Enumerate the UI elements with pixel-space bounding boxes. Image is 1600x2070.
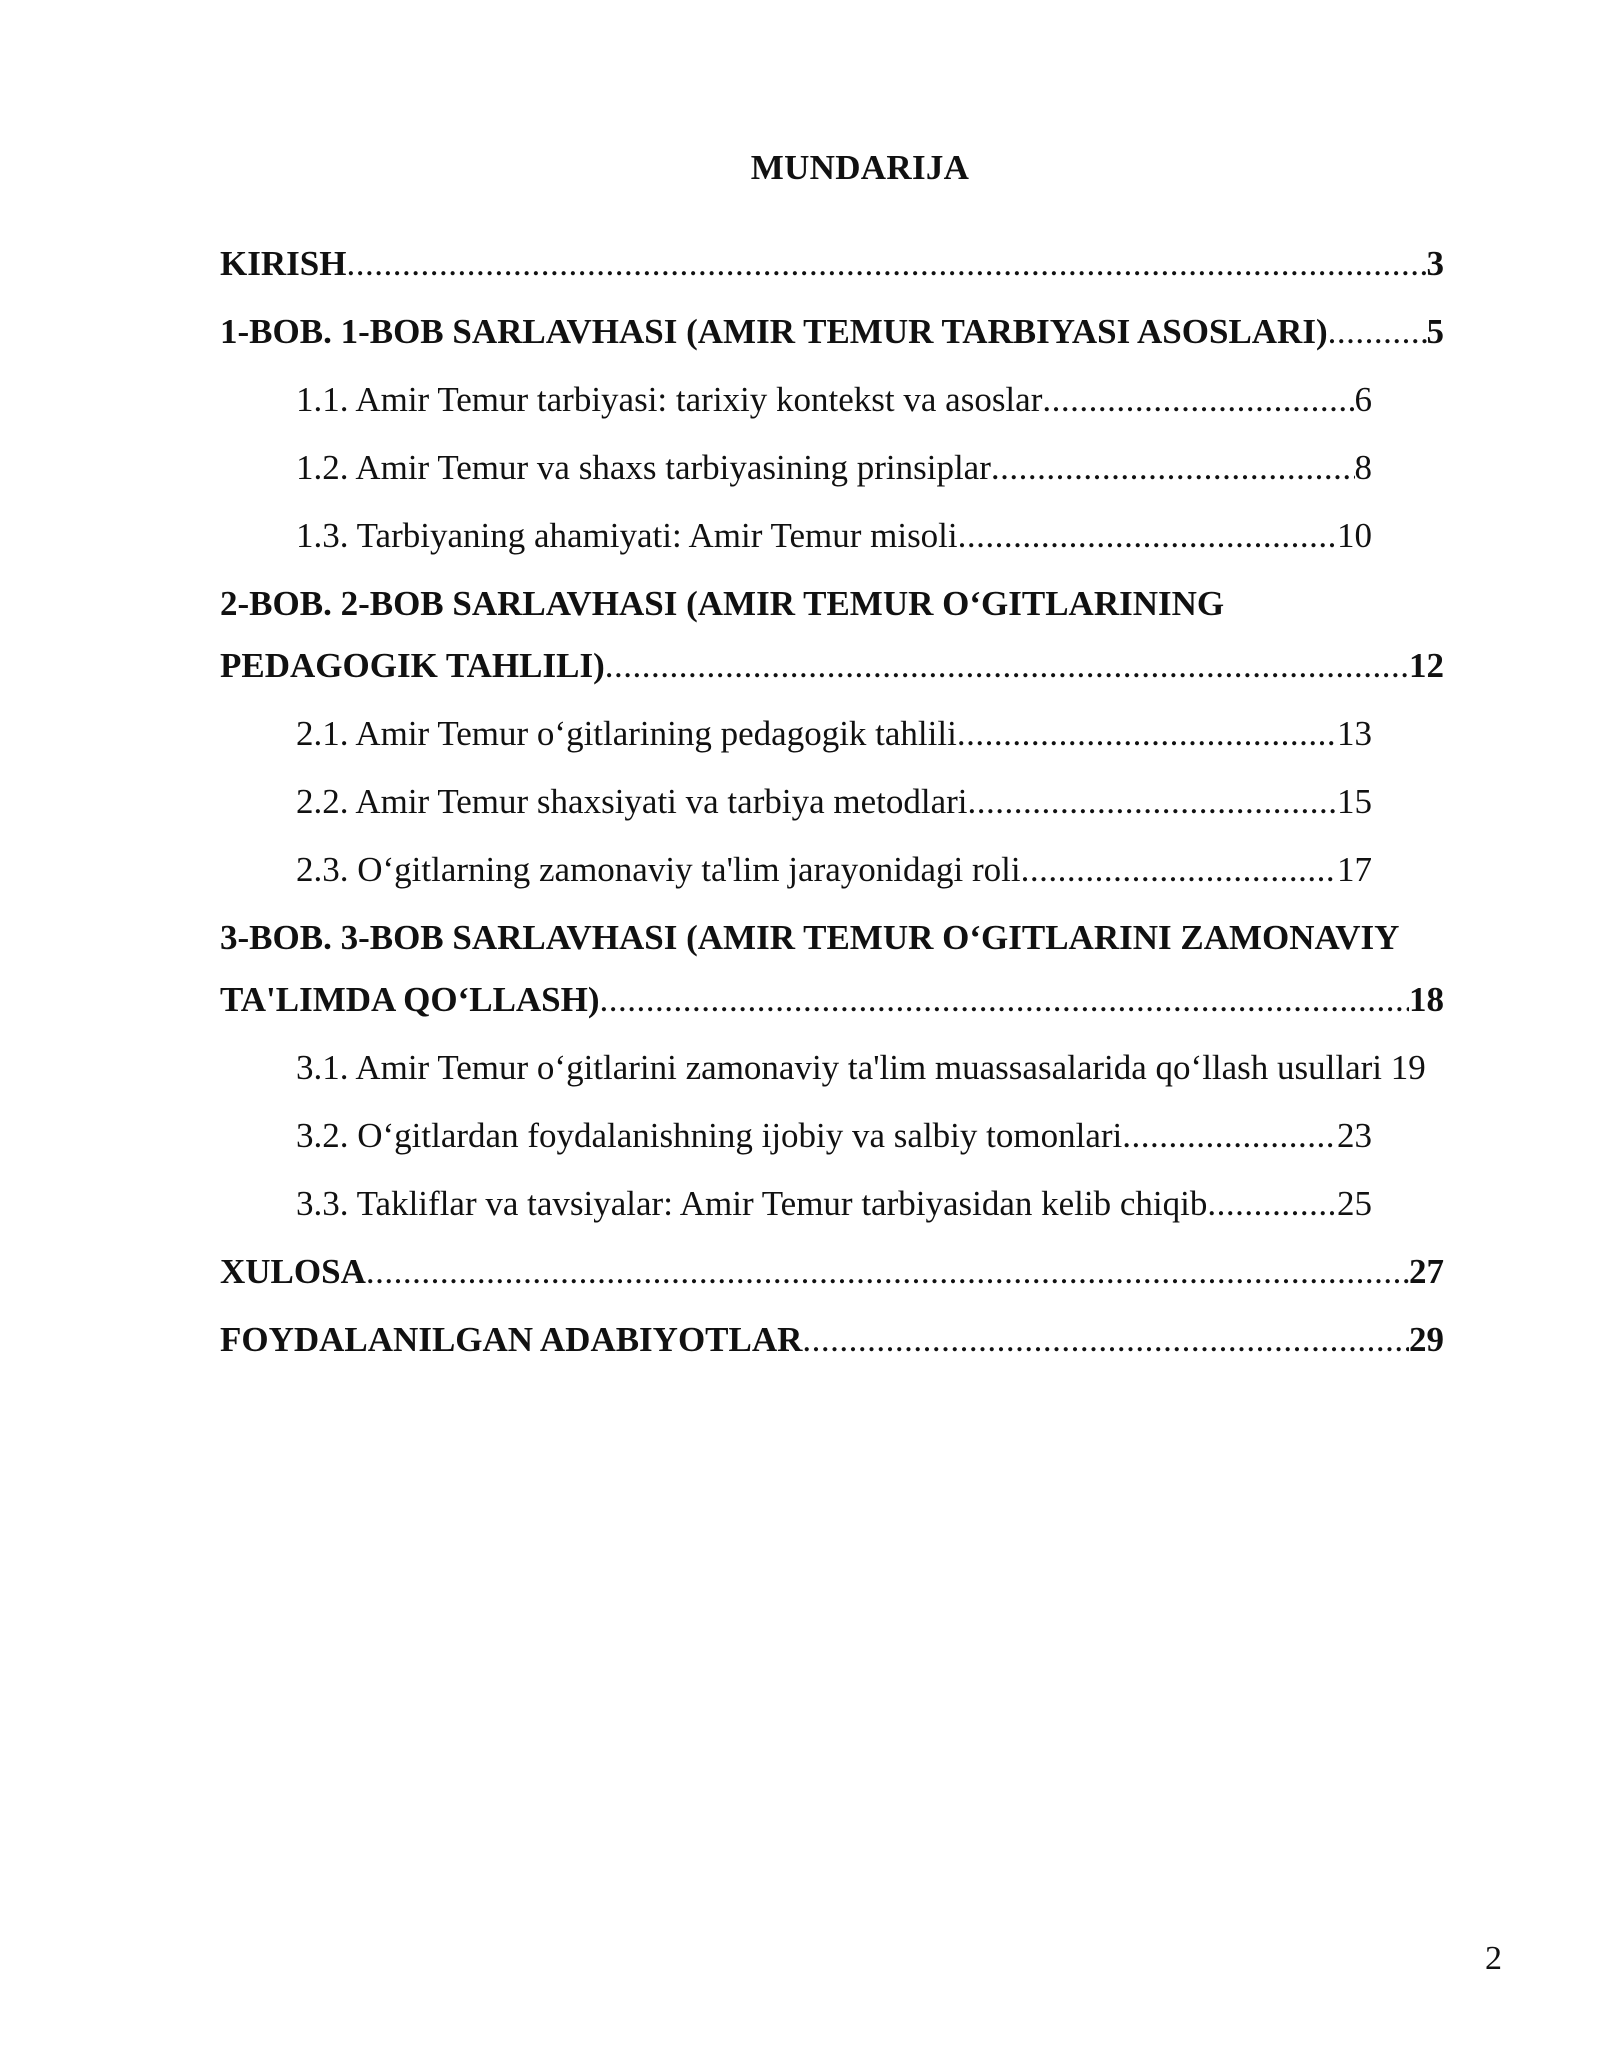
toc-entry-section-3-3[interactable] <box>296 1182 1372 1226</box>
toc-entry-title: 2.2. Amir Temur shaxsiyati va tarbiya metodlari <box>296 782 968 821</box>
toc-entry-title: 3-BOB. 3-BOB SARLAVHASI (AMIR TEMUR O‘GITLARINI ZAMONAVIY <box>220 918 1400 957</box>
toc-entry-chapter-1[interactable] <box>220 310 1444 354</box>
toc-entry-section-1-2[interactable] <box>296 446 1372 490</box>
toc-entry-title-continuation: TA'LIMDA QO‘LLASH) <box>220 980 600 1019</box>
toc-leader-dots <box>600 978 1409 1022</box>
toc-entry-page: 6 <box>1354 380 1372 419</box>
toc-leader-dots <box>958 514 1337 558</box>
toc-entry-title: 2.1. Amir Temur o‘gitlarining pedagogik tahlili <box>296 714 957 753</box>
toc-entry-title: 2-BOB. 2-BOB SARLAVHASI (AMIR TEMUR O‘GITLARINING <box>220 584 1225 623</box>
toc-entry-title: XULOSA <box>220 1252 366 1291</box>
toc-entry-page: 25 <box>1337 1184 1372 1223</box>
toc-entry-chapter-2[interactable] <box>220 582 1444 626</box>
toc-entry-section-2-1[interactable] <box>296 712 1372 756</box>
toc-entry-title: 2.3. O‘gitlarning zamonaviy ta'lim jarayonidagi roli <box>296 850 1021 889</box>
toc-entry-page: 10 <box>1337 516 1372 555</box>
toc-entry-page: 19 <box>1390 1048 1426 1087</box>
toc-entry-title-continuation: PEDAGOGIK TAHLILI) <box>220 646 605 685</box>
toc-leader-dots <box>346 242 1426 286</box>
toc-entry-title: 3.3. Takliflar va tavsiyalar: Amir Temur tarbiyasidan kelib chiqib <box>296 1184 1208 1223</box>
toc-entry-page: 13 <box>1337 714 1372 753</box>
toc-entry-page: 18 <box>1409 980 1444 1019</box>
toc-leader-dots <box>605 644 1409 688</box>
toc-entry-chapter-3-continued[interactable] <box>220 978 1444 1022</box>
toc-entry-page: 5 <box>1426 312 1444 351</box>
toc-leader-dots <box>957 712 1337 756</box>
toc-entry-title: 1.3. Tarbiyaning ahamiyati: Amir Temur misoli <box>296 516 958 555</box>
toc-leader-dots <box>802 1318 1409 1362</box>
toc-entry-section-2-3[interactable] <box>296 848 1372 892</box>
page-number: 2 <box>1485 1940 1502 1977</box>
toc-entry-page: 23 <box>1337 1116 1372 1155</box>
toc-leader-dots <box>366 1250 1409 1294</box>
toc-entry-title: 1.2. Amir Temur va shaxs tarbiyasining prinsiplar <box>296 448 991 487</box>
toc-leader-dots <box>1207 1182 1337 1226</box>
toc-entry-title: 3.1. Amir Temur o‘gitlarini zamonaviy ta'lim muassasalarida qo‘llash usullari <box>296 1048 1383 1087</box>
toc-entry-page: 12 <box>1409 646 1444 685</box>
toc-leader-dots <box>1021 848 1337 892</box>
toc-leader-dots <box>1328 310 1427 354</box>
toc-entry-chapter-3[interactable] <box>220 916 1500 960</box>
toc-entry-title: 1-BOB. 1-BOB SARLAVHASI (AMIR TEMUR TARBIYASI ASOSLARI) <box>220 312 1328 351</box>
toc-entry-xulosa[interactable] <box>220 1250 1444 1294</box>
toc-entry-title: FOYDALANILGAN ADABIYOTLAR <box>220 1320 803 1359</box>
toc-entry-page: 27 <box>1409 1252 1444 1291</box>
toc-entry-title: KIRISH <box>220 244 347 283</box>
toc-entry-section-3-1[interactable] <box>296 1046 1516 1090</box>
toc-leader-dots <box>1122 1114 1337 1158</box>
toc-entry-title: 3.2. O‘gitlardan foydalanishning ijobiy va salbiy tomonlari <box>296 1116 1123 1155</box>
toc-entry-kirish[interactable] <box>220 242 1444 286</box>
toc-leader-dots <box>967 780 1337 824</box>
toc-entry-section-1-3[interactable] <box>296 514 1372 558</box>
toc-entry-title: 1.1. Amir Temur tarbiyasi: tarixiy kontekst va asoslar <box>296 380 1043 419</box>
toc-entry-references[interactable] <box>220 1318 1444 1362</box>
toc-entry-page: 17 <box>1337 850 1372 889</box>
toc-entry-page: 8 <box>1354 448 1372 487</box>
toc-entry-page: 15 <box>1337 782 1372 821</box>
toc-entry-page: 3 <box>1426 244 1444 283</box>
toc-entry-page: 29 <box>1409 1320 1444 1359</box>
toc-entry-section-3-2[interactable] <box>296 1114 1372 1158</box>
toc-entry-section-2-2[interactable] <box>296 780 1372 824</box>
toc-entry-chapter-2-continued[interactable] <box>220 644 1444 688</box>
toc-entry-section-1-1[interactable] <box>296 378 1372 422</box>
page-title: MUNDARIJA <box>750 148 970 187</box>
toc-leader-dots <box>1042 378 1354 422</box>
toc-leader-dots <box>991 446 1355 490</box>
